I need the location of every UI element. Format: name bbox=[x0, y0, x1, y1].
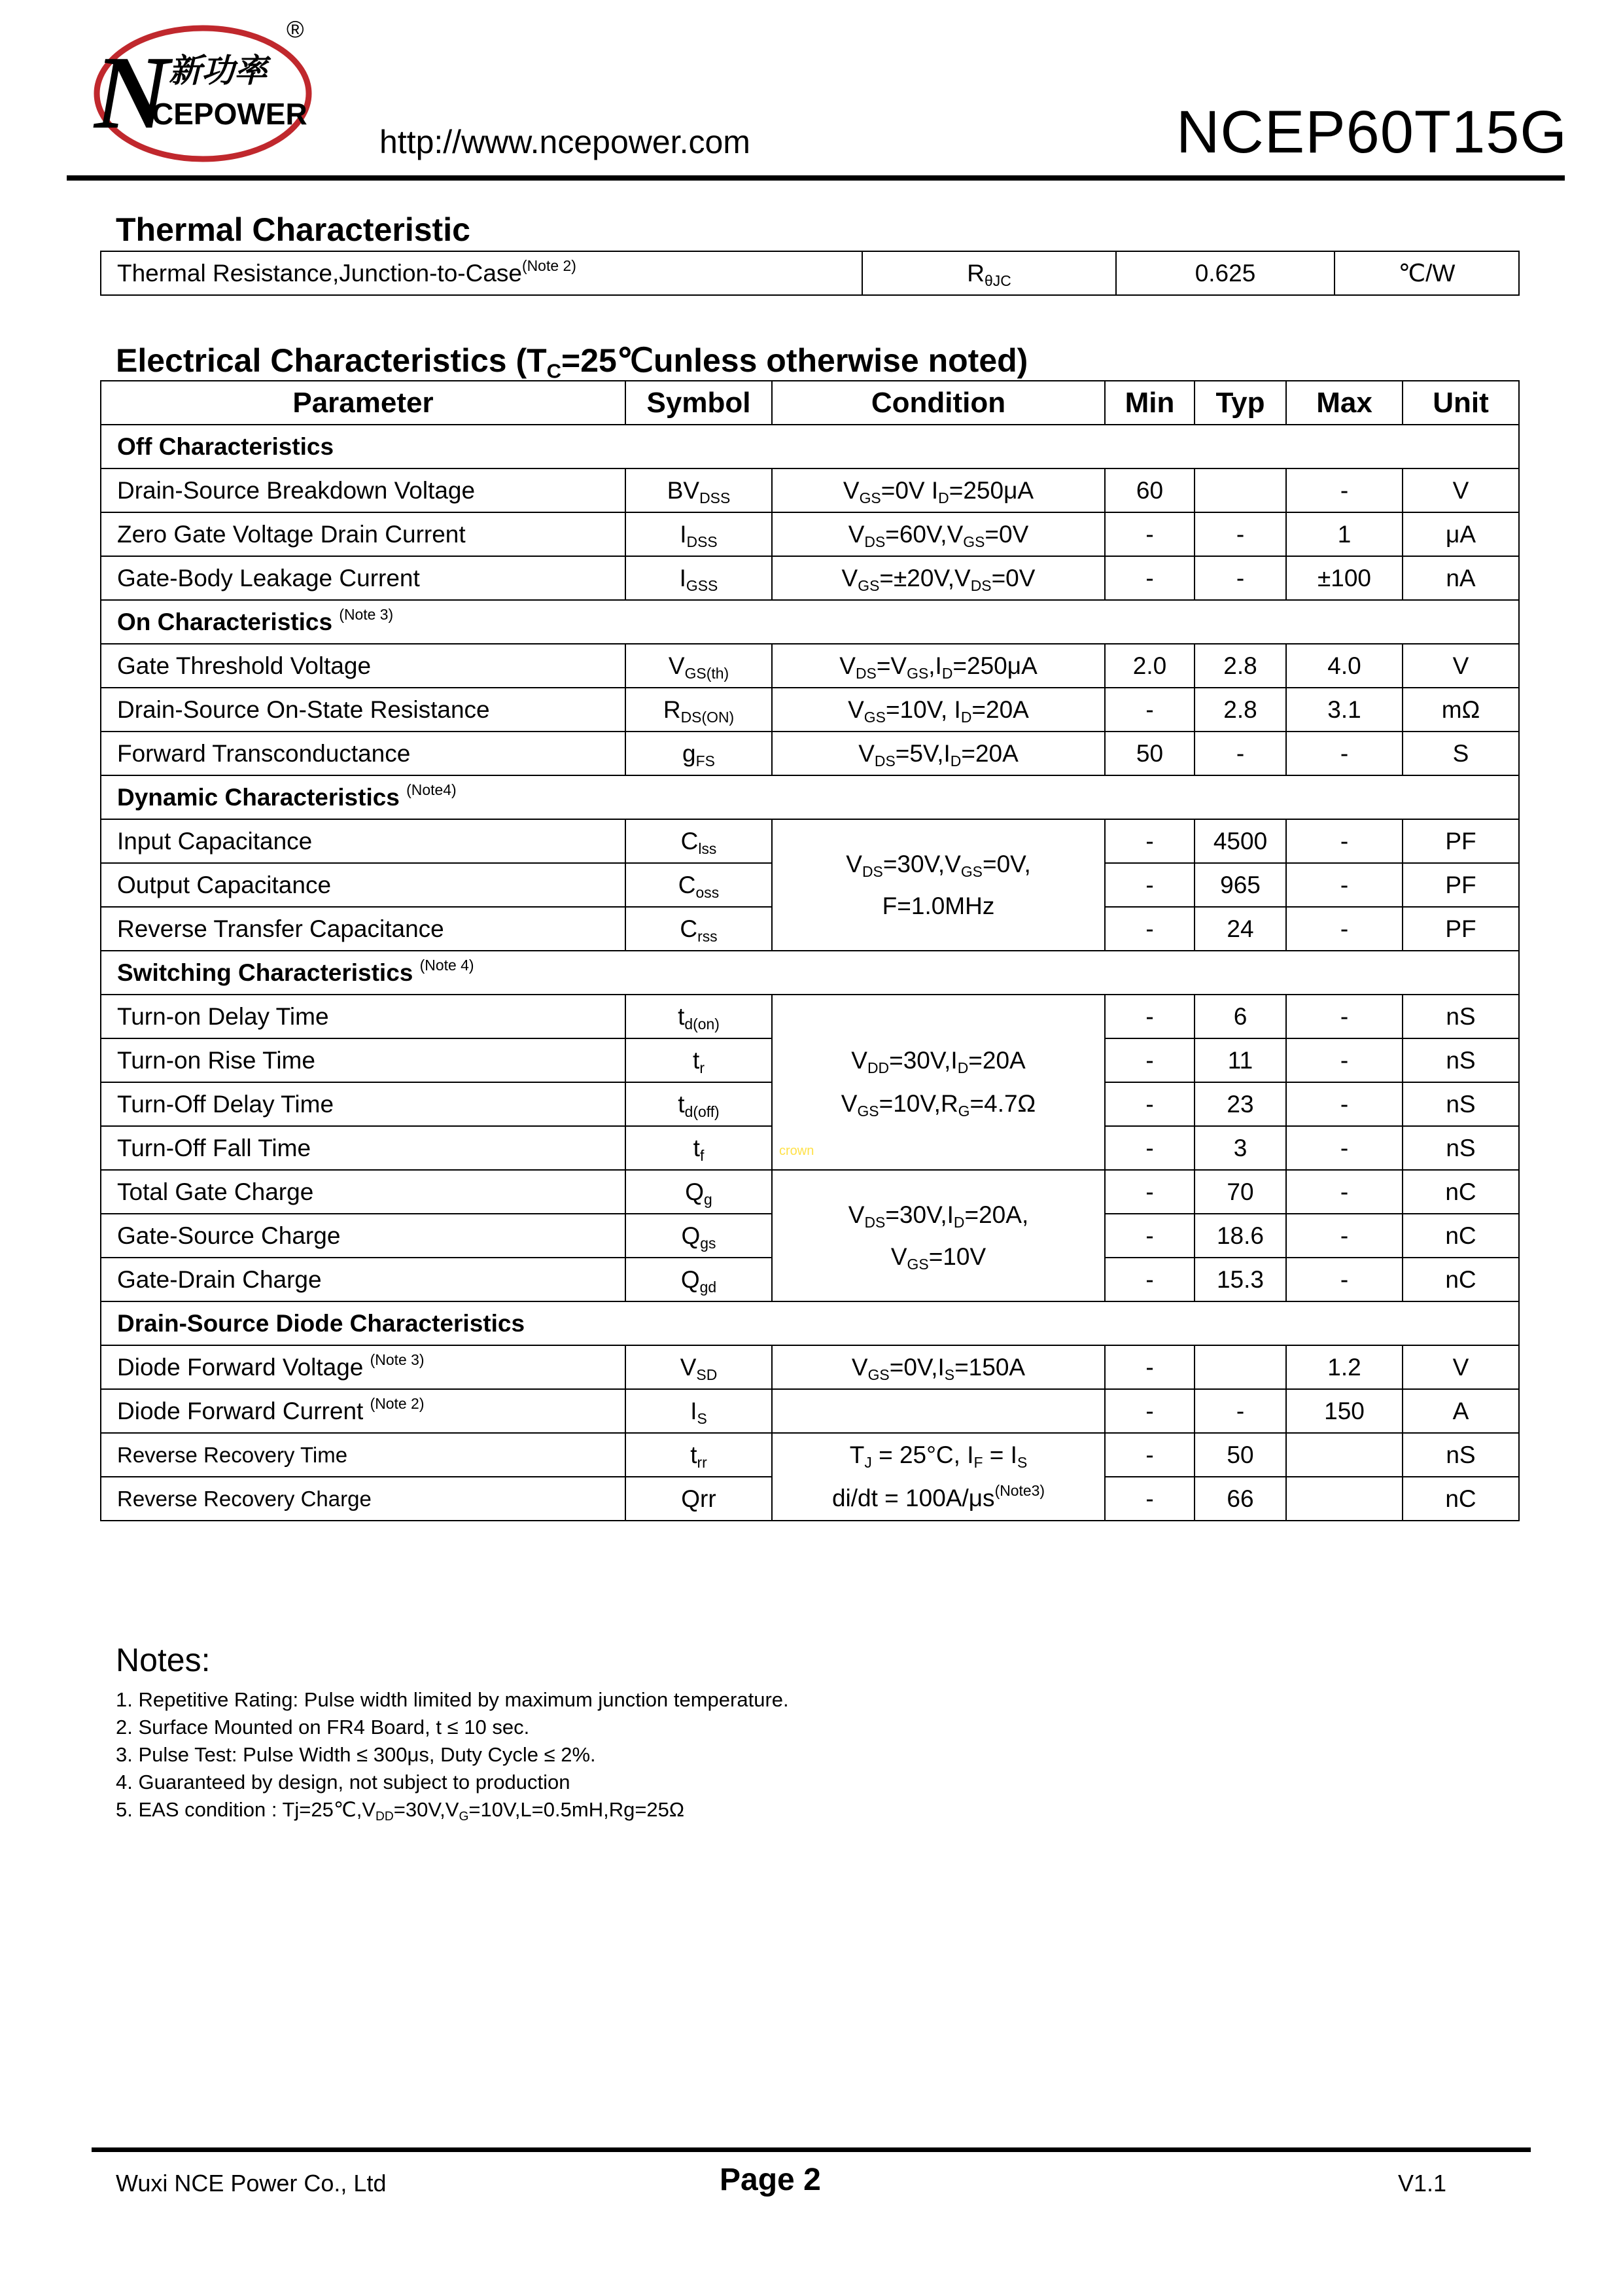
part-number: NCEP60T15G bbox=[1176, 99, 1567, 166]
note-2: 2. Surface Mounted on FR4 Board, t ≤ 10 sec. bbox=[116, 1716, 530, 1739]
thermal-title: Thermal Characteristic bbox=[116, 211, 470, 248]
logo-cn: 新功率 bbox=[169, 52, 267, 90]
footer-version: V1.1 bbox=[1398, 2170, 1447, 2197]
company-logo bbox=[92, 16, 314, 164]
table-row: Diode Forward Voltage $^{(Note 3)}$ $V_{SD}$ $V_{GS}=0V,I_S=150A$ - 1.2 V bbox=[101, 1345, 1519, 1389]
table-row: Input Capacitance $C_{lss}$ $V_{DS}=30V,V_{GS}=0V$, F=1.0MHz - 4500 - PF bbox=[101, 819, 1519, 863]
table-row: Reverse Transfer Capacitance $C_{rss}$ - 24 - PF bbox=[101, 907, 1519, 951]
thermal-param: Thermal Resistance,Junction-to-Case$^{(Note 2)}$ bbox=[101, 251, 862, 295]
electrical-table bbox=[100, 380, 1520, 1521]
table-row: Output Capacitance $C_{oss}$ - 965 - PF bbox=[101, 863, 1519, 907]
note-3: 3. Pulse Test: Pulse Width ≤ 300μs, Duty Cycle ≤ 2%. bbox=[116, 1743, 596, 1766]
table-row: Reverse Recovery Charge Qrr - 66 nC bbox=[101, 1477, 1519, 1521]
note-4: 4. Guaranteed by design, not subject to production bbox=[116, 1771, 570, 1793]
table-row: Turn-on Rise Time $t_r$ - 11 - nS bbox=[101, 1038, 1519, 1082]
table-row: Drain-Source On-State Resistance $R_{DS(ON)}$ $V_{GS}=10V$, $I_D=20A$ - 2.8 3.1 mΩ bbox=[101, 688, 1519, 732]
notes-list bbox=[116, 1686, 789, 1824]
header-rule bbox=[67, 175, 1565, 181]
note-5: 5. EAS condition : $Tj=25℃,V_{DD}=30V,V_G=10V,L=0.5mH,Rg=25\Omega$ bbox=[116, 1798, 685, 1824]
table-row: Gate Threshold Voltage $V_{GS(th)}$ $V_{DS}=V_{GS},I_D=250\mu A$ 2.0 2.8 4.0 V bbox=[101, 644, 1519, 688]
thermal-unit: ℃/W bbox=[1335, 251, 1519, 295]
page-number: Page 2 bbox=[720, 2163, 821, 2197]
section-diode: Drain-Source Diode Characteristics bbox=[101, 1301, 1519, 1345]
section-on: On Characteristics $^{(Note 3)}$ bbox=[101, 600, 1519, 644]
table-row: Gate-Drain Charge $Q_{gd}$ - 15.3 - nC bbox=[101, 1258, 1519, 1301]
table-row: Zero Gate Voltage Drain Current $I_{DSS}$ $V_{DS}=60V,V_{GS}=0V$ - - 1 μA bbox=[101, 512, 1519, 556]
watermark: crown bbox=[779, 1144, 814, 1158]
table-row: Total Gate Charge $Q_g$ $V_{DS}=30V,I_D=20A$, $V_{GS}=10V$ - 70 - nC bbox=[101, 1170, 1519, 1214]
footer-company: Wuxi NCE Power Co., Ltd bbox=[116, 2170, 387, 2197]
table-row: Turn-Off Fall Time $t_f$ - 3 - nS bbox=[101, 1126, 1519, 1170]
table-row: Gate-Body Leakage Current $I_{GSS}$ $V_{GS}=\pm 20V,V_{DS}=0V$ - - ±100 nA bbox=[101, 556, 1519, 600]
table-row: Drain-Source Breakdown Voltage $BV_{DSS}$ $V_{GS}=0V$ $I_D=250\mu A$ 60 - V bbox=[101, 468, 1519, 512]
electrical-title: Electrical Characteristics ($T_C=25℃unless$ otherwise noted) bbox=[116, 342, 1028, 383]
notes-title: Notes: bbox=[116, 1642, 211, 1678]
registered-mark: ® bbox=[287, 16, 304, 43]
thermal-value: 0.625 bbox=[1116, 251, 1335, 295]
thermal-table bbox=[100, 251, 1520, 296]
logo-mark: N bbox=[94, 34, 170, 150]
logo-en: CEPOWER bbox=[152, 97, 307, 131]
table-header: Parameter Symbol Condition Min Typ Max Unit bbox=[101, 381, 1519, 425]
section-dynamic: Dynamic Characteristics $^{(Note4)}$ bbox=[101, 775, 1519, 819]
table-row: Forward Transconductance $g_{FS}$ $V_{DS}=5V,I_D=20A$ 50 - - S bbox=[101, 732, 1519, 775]
table-row: Reverse Recovery Time $t_{rr}$ $T_J = 25^\circ C$, $I_F = I_S$ $di/dt = 100A/\mu s^{(Note3)}$ - 50 nS bbox=[101, 1433, 1519, 1477]
section-off: Off Characteristics bbox=[101, 425, 1519, 468]
table-row: Turn-on Delay Time $t_{d(on)}$ $V_{DD}=30V,I_D=20A$ $V_{GS}=10V,R_G=4.7\Omega$ crown - 6 - nS bbox=[101, 995, 1519, 1038]
table-row: Diode Forward Current $^{(Note 2)}$ $I_S$ - - 150 A bbox=[101, 1389, 1519, 1433]
website-url[interactable]: http://www.ncepower.com bbox=[379, 124, 750, 160]
footer-rule bbox=[92, 2147, 1531, 2152]
table-row: Turn-Off Delay Time $t_{d(off)}$ - 23 - nS bbox=[101, 1082, 1519, 1126]
thermal-symbol: $R_{\theta JC}$ bbox=[862, 251, 1116, 295]
note-1: 1. Repetitive Rating: Pulse width limited by maximum junction temperature. bbox=[116, 1688, 789, 1711]
section-switching: Switching Characteristics $^{(Note 4)}$ bbox=[101, 951, 1519, 995]
table-row: Gate-Source Charge $Q_{gs}$ - 18.6 - nC bbox=[101, 1214, 1519, 1258]
